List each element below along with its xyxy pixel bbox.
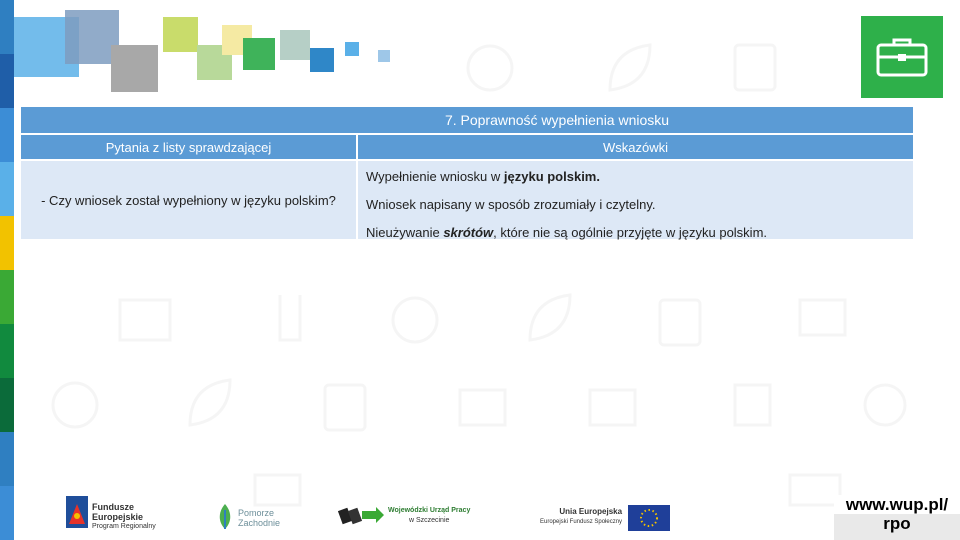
website-url[interactable]: www.wup.pl/ rpo	[834, 505, 960, 540]
wup-szczecin-logo: Wojewódzki Urząd Pracy w Szczecinie	[338, 503, 470, 527]
checklist-table	[20, 106, 914, 240]
hints-cell	[357, 160, 914, 240]
briefcase-icon	[876, 37, 928, 77]
wup-logo-icon	[338, 503, 384, 527]
hint-item: Wypełnienie wniosku w języku polskim.	[366, 169, 600, 184]
hint-item: Wniosek napisany w sposób zrozumiały i czytelny.	[366, 197, 656, 212]
table-title: 7. Poprawność wypełnienia wniosku	[20, 106, 914, 134]
table-row	[20, 160, 914, 240]
fundusze-europejskie-logo: Fundusze Europejskie Program Regionalny	[66, 496, 156, 532]
hint-item: Nieużywanie skrótów, które nie są ogólnie przyjęte w języku polskim.	[366, 225, 768, 240]
eu-flag-icon	[628, 505, 670, 531]
fe-logo-icon	[66, 496, 88, 528]
pomorze-zachodnie-logo: Pomorze Zachodnie	[216, 502, 280, 530]
unia-europejska-logo: Unia Europejska Europejski Fundusz Społeczny	[540, 505, 670, 531]
pomorze-logo-icon	[216, 502, 234, 530]
column-header-questions: Pytania z listy sprawdzającej	[20, 134, 357, 160]
question-cell: - Czy wniosek został wypełniony w języku polskim?	[20, 160, 357, 240]
column-header-hints: Wskazówki	[357, 134, 914, 160]
table-header-row	[20, 134, 914, 160]
briefcase-badge	[861, 16, 943, 98]
